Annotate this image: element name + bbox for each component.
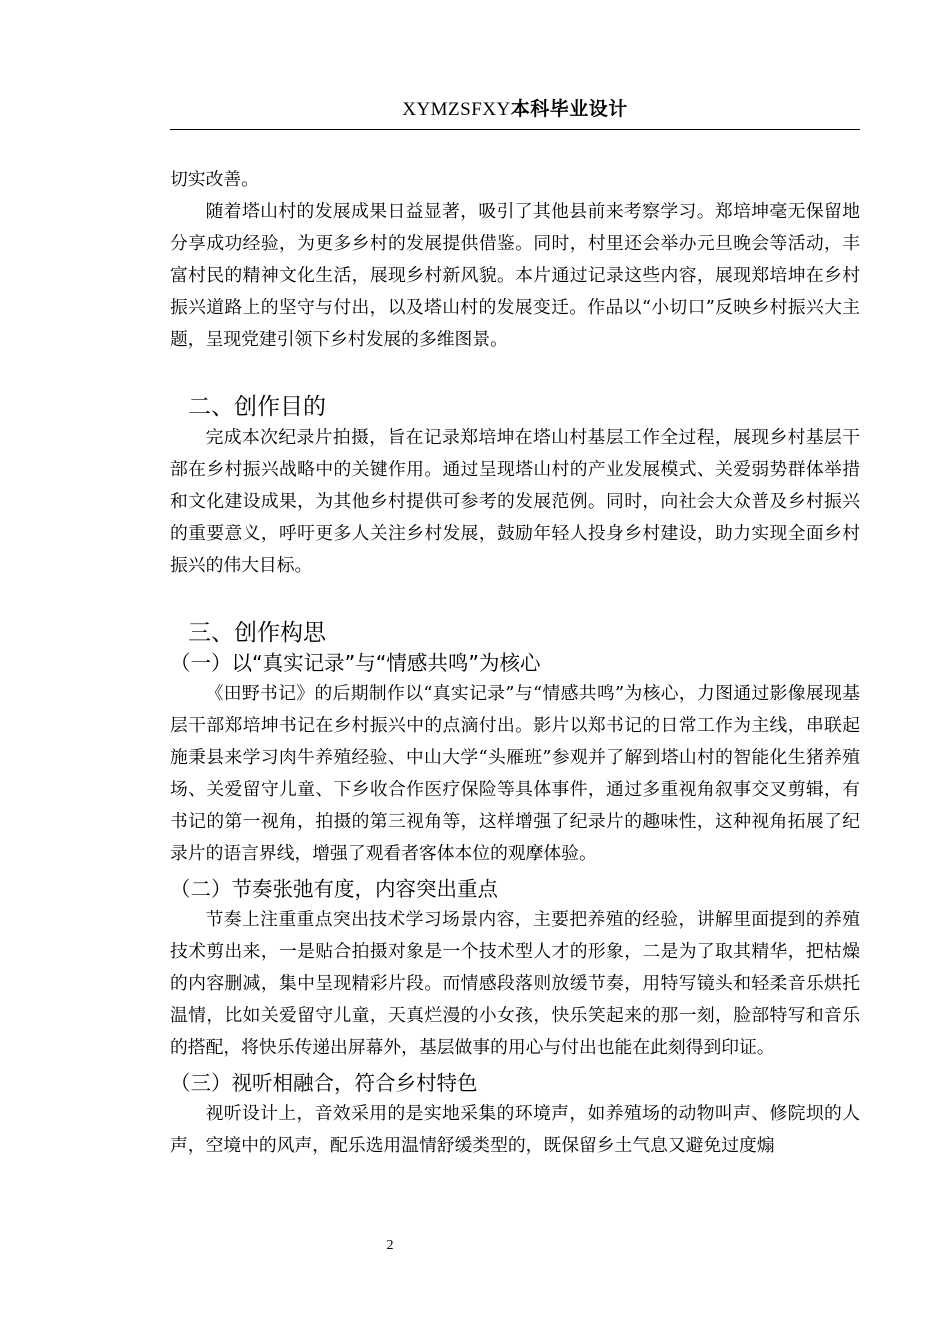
header-divider bbox=[170, 129, 860, 130]
spacer bbox=[170, 582, 860, 618]
paragraph-audiovisual: 视听设计上，音效采用的是实地采集的环境声，如养殖场的动物叫声、修院坝的人声，空境中的风声，配乐选用温情舒缓类型的，既保留乡土气息又避免过度煽 bbox=[170, 1103, 860, 1156]
paragraph-development: 随着塔山村的发展成果日益显著，吸引了其他县前来考察学习。郑培坤毫无保留地分享成功经验，为更多乡村的发展提供借鉴。同时，村里还会举办元旦晚会等活动，丰富村民的精神文化生活，展现乡村新风貌。本片通过记录这些内容，展现郑培坤在乡村振兴道路上的坚守与付出，以及塔山村的发展变迁。作品以“小切口”反映乡村振兴大主题，呈现党建引领下乡村发展的多维图景。 bbox=[170, 201, 860, 350]
header-latin: XYMZSFXY bbox=[402, 99, 511, 120]
heading-concept: 三、创作构思 bbox=[188, 620, 326, 646]
spacer bbox=[170, 356, 860, 392]
page-header bbox=[170, 96, 860, 123]
subheading-audiovisual: （三）视听相融合，符合乡村特色 bbox=[170, 1071, 478, 1095]
paragraph-rhythm: 节奏上注重重点突出技术学习场景内容，主要把养殖的经验，讲解里面提到的养殖技术剪出来，一是贴合拍摄对象是一个技术型人才的形象，二是为了取其精华，把枯燥的内容删减，集中呈现精彩片段。而情感段落则放缓节奏，用特写镜头和轻柔音乐烘托温情，比如关爱留守儿童，天真烂漫的小女孩，快乐笑起来的那一刻，脸部特写和音乐的搭配，将快乐传递出屏幕外，基层做事的用心与付出也能在此刻得到印证。 bbox=[170, 909, 860, 1058]
page-number: 2 bbox=[386, 1238, 394, 1253]
header-title: 本科毕业设计 bbox=[510, 98, 628, 120]
paragraph-core: 《田野书记》的后期制作以“真实记录”与“情感共鸣”为核心，力图通过影像展现基层干部郑培坤书记在乡村振兴中的点滴付出。影片以郑书记的日常工作为主线，串联起施秉县来学习肉牛养殖经验、中山大学“头雁班”参观并了解到塔山村的智能化生猪养殖场、关爱留守儿童、下乡收合作医疗保险等具体事件，通过多重视角叙事交叉剪辑，有书记的第一视角，拍摄的第三视角等，这样增强了纪录片的趣味性，这种视角拓展了纪录片的语言界线，增强了观看者客体本位的观摩体验。 bbox=[170, 683, 860, 864]
heading-purpose: 二、创作目的 bbox=[188, 394, 326, 420]
paragraph-purpose: 完成本次纪录片拍摄，旨在记录郑培坤在塔山村基层工作全过程，展现乡村基层干部在乡村振兴战略中的关键作用。通过呈现塔山村的产业发展模式、关爱弱势群体举措和文化建设成果，为其他乡村提供可参考的发展范例。同时，向社会大众普及乡村振兴的重要意义，呼吁更多人关注乡村发展，鼓励年轻人投身乡村建设，助力实现全面乡村振兴的伟大目标。 bbox=[170, 427, 860, 576]
document-body bbox=[170, 164, 860, 1162]
subheading-core: （一）以“真实记录”与“情感共鸣”为核心 bbox=[170, 651, 541, 675]
paragraph-continued: 切实改善。 bbox=[170, 169, 259, 190]
subheading-rhythm: （二）节奏张弛有度，内容突出重点 bbox=[170, 877, 498, 901]
